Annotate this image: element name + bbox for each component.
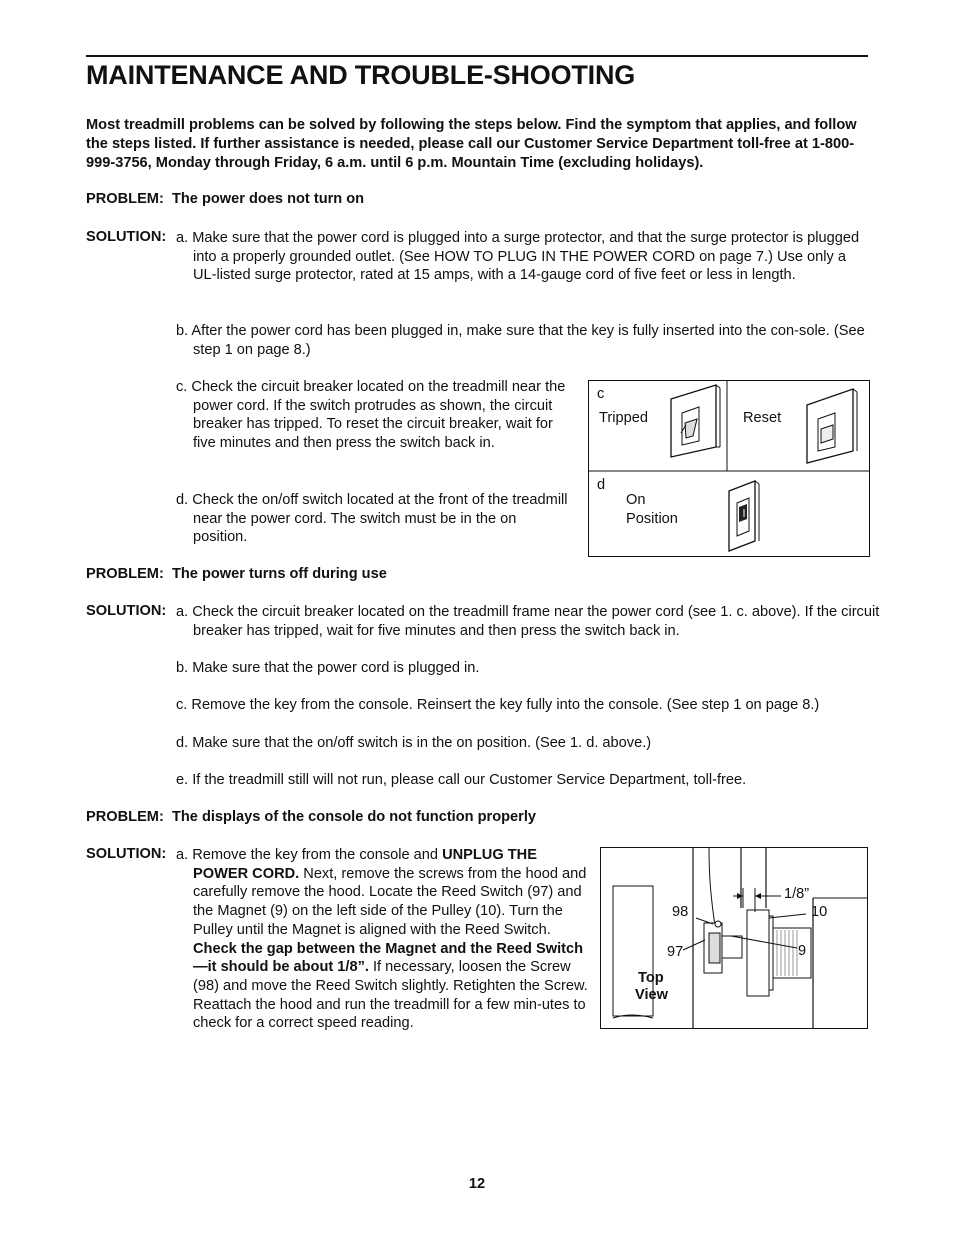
unplug-warning: UNPLUG THE POWER CORD. — [193, 847, 537, 882]
magnet-9-label: 9 — [798, 943, 807, 959]
problem-2-text: The power turns off during use — [171, 566, 387, 582]
problem-1 — [86, 191, 364, 207]
figure-c-letter: c — [597, 386, 605, 402]
position-label: Position — [626, 511, 678, 527]
solution-1a: a. Make sure that the power cord is plugged into a surge protector, and that the surge protector is plugged into a properly grounded outlet. (See HOW TO PLUG IN THE POWER CORD on page 7.) Use only a UL-listed surge protector, rated at 15 amps, with a 14-gauge cord of five feet or less in length. — [176, 230, 860, 284]
problem-1-text: The power does not turn on — [171, 191, 365, 207]
problem-label: PROBLEM: — [86, 809, 164, 825]
problem-3 — [86, 809, 536, 825]
solution-1-label: SOLUTION: — [86, 229, 167, 245]
solution-2c: c. Remove the key from the console. Reinsert the key fully into the console. (See step 1 on page 8.) — [176, 697, 820, 713]
figure-d-letter: d — [597, 477, 606, 493]
solution-2b: b. Make sure that the power cord is plugged in. — [176, 660, 480, 676]
tripped-label: Tripped — [599, 410, 648, 426]
top-label: Top — [638, 970, 664, 986]
solution-1d: d. Check the on/off switch located at the front of the treadmill near the power cord. The switch must be in the on position. — [176, 492, 568, 546]
switch-figure — [588, 380, 870, 557]
header-rule — [86, 55, 868, 57]
on-off-switch-icon — [729, 481, 759, 551]
solution-2-label: SOLUTION: — [86, 603, 167, 619]
problem-3-text: The displays of the console do not function properly — [171, 809, 537, 825]
reed-switch-figure — [600, 847, 868, 1029]
problem-2 — [86, 566, 387, 582]
reed-switch-97-label: 97 — [667, 944, 684, 960]
page-number: 12 — [468, 1176, 486, 1192]
intro-paragraph: Most treadmill problems can be solved by following the steps below. Find the symptom that applies, and follow the steps listed. If further assistance is needed, please call our Customer Service Department toll-free at 1-800-999-3756, Monday through Friday, 6 a.m. until 6 p.m. Mountain Time (excluding holidays). — [86, 117, 857, 171]
solution-3a-text-2: Next, remove the screws from the hood and carefully remove the hood. Locate the Reed Switch (97) and the Magnet (9) on the left side of the Pulley (10). Turn the Pulley until the Magnet is aligned with the Reed Switch. — [193, 865, 587, 938]
reset-label: Reset — [743, 410, 782, 426]
solution-3a — [176, 846, 591, 1033]
on-label: On — [626, 492, 646, 508]
solution-3a-text-1: a. Remove the key from the console and — [176, 847, 443, 863]
switch-figure-drawing — [589, 381, 869, 556]
gap-label: 1/8” — [784, 886, 810, 902]
solution-2e: e. If the treadmill still will not run, please call our Customer Service Department, toll-free. — [176, 772, 747, 788]
solution-3a-text-3: If necessary, loosen the Screw (98) and move the Reed Switch slightly. Retighten the Screw. Reattach the hood and run the treadmill for a few min-utes to check for a correct speed reading. — [193, 959, 588, 1032]
problem-label: PROBLEM: — [86, 566, 164, 582]
view-label: View — [635, 987, 668, 1003]
reset-breaker-icon — [807, 389, 857, 463]
screw-98-label: 98 — [672, 904, 689, 920]
tripped-breaker-icon — [671, 385, 720, 457]
solution-1c: c. Check the circuit breaker located on the treadmill near the power cord. If the switch protrudes as shown, the circuit breaker has tripped. To reset the circuit breaker, wait for five minutes and then press the switch back in. — [176, 379, 566, 452]
solution-2d: d. Make sure that the on/off switch is in the on position. (See 1. d. above.) — [176, 735, 652, 751]
problem-label: PROBLEM: — [86, 191, 164, 207]
page-title: MAINTENANCE AND TROUBLE-SHOOTING — [86, 60, 636, 90]
solution-3-label: SOLUTION: — [86, 846, 167, 862]
gap-instruction: Check the gap between the Magnet and the Reed Switch—it should be about 1/8”. — [193, 940, 584, 976]
solution-2a: a. Check the circuit breaker located on the treadmill frame near the power cord (see 1. c. above). If the circuit breaker has tripped, wait for five minutes and then press the switch back in. — [176, 604, 880, 639]
pulley-10-label: 10 — [811, 904, 828, 920]
solution-1b: b. After the power cord has been plugged in, make sure that the key is fully inserted into the con-sole. (See step 1 on page 8.) — [176, 323, 865, 358]
